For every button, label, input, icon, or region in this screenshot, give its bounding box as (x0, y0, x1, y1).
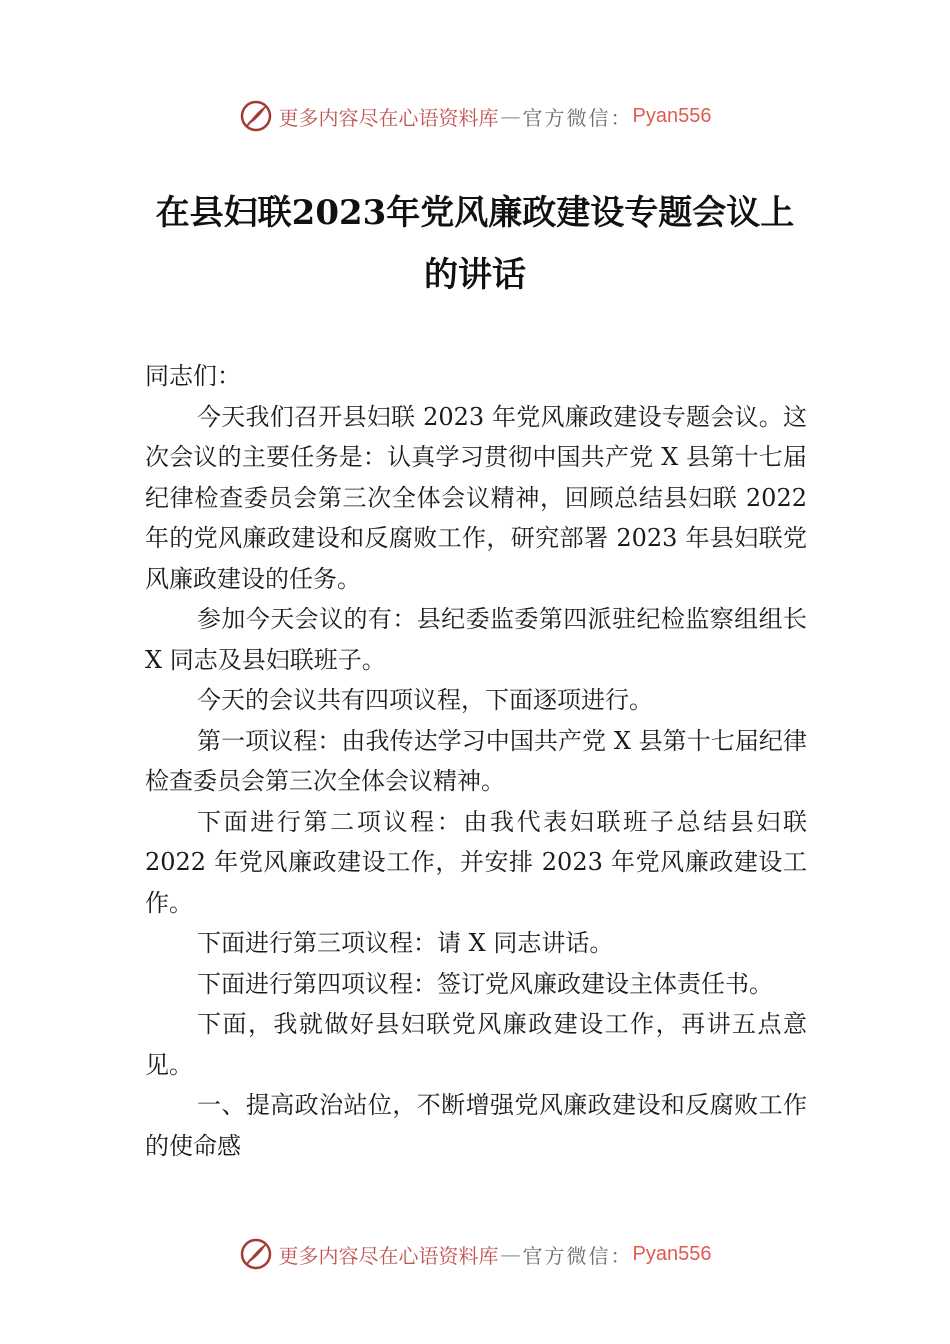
watermark-text: 更多内容尽在心语资料库 (278, 105, 499, 130)
watermark-label: 官方微信： (522, 105, 633, 130)
paragraph: 今天的会议共有四项议程，下面逐项进行。 (197, 686, 653, 714)
paragraph: 下面进行第三项议程：请 X 同志讲话。 (197, 929, 614, 957)
document-body (145, 356, 807, 1166)
header-watermark (0, 96, 950, 136)
watermark-wechat-id: Pyan556 (632, 1242, 712, 1265)
paragraph: 下面进行第四项议程：签订党风廉政建设主体责任书。 (197, 969, 773, 998)
paragraph: 下面进行第二项议程：由我代表妇联班子总结县妇联 2022 年党风廉政建设工作，并安排 2023 年党风廉政建设工作。 (145, 807, 807, 917)
paragraph: 第一项议程：由我传达学习中国共产党 X 县第十七届纪律检查委员会第三次全体会议精神。 (145, 726, 807, 795)
watermark-wechat-id: Pyan556 (632, 104, 712, 127)
watermark-separator: — (500, 104, 521, 128)
watermark-separator: — (500, 1242, 521, 1266)
quill-pen-icon (239, 1237, 273, 1271)
paragraph: 下面，我就做好县妇联党风廉政建设工作，再讲五点意见。 (145, 1010, 807, 1079)
footer-watermark (0, 1234, 950, 1274)
quill-pen-icon (239, 99, 273, 133)
paragraph: 今天我们召开县妇联 2023 年党风廉政建设专题会议。这次会议的主要任务是：认真学习贯彻中国共产党 X 县第十七届纪律检查委员会第三次全体会议精神，回顾总结县妇联 2022 年的党风廉政建设和反腐败工作，研究部署 2023 年县妇联党风廉政建设的任务。 (145, 402, 807, 593)
greeting: 同志们： (145, 362, 241, 390)
section-heading: 一、提高政治站位，不断增强党风廉政建设和反腐败工作的使命感 (145, 1091, 807, 1160)
watermark-label: 官方微信： (522, 1243, 633, 1268)
document-title: 在县妇联2023年党风廉政建设专题会议上的讲话 (155, 193, 795, 295)
paragraph: 参加今天会议的有：县纪委监委第四派驻纪检监察组组长 X 同志及县妇联班子。 (145, 605, 807, 674)
watermark-text: 更多内容尽在心语资料库 (278, 1243, 499, 1268)
